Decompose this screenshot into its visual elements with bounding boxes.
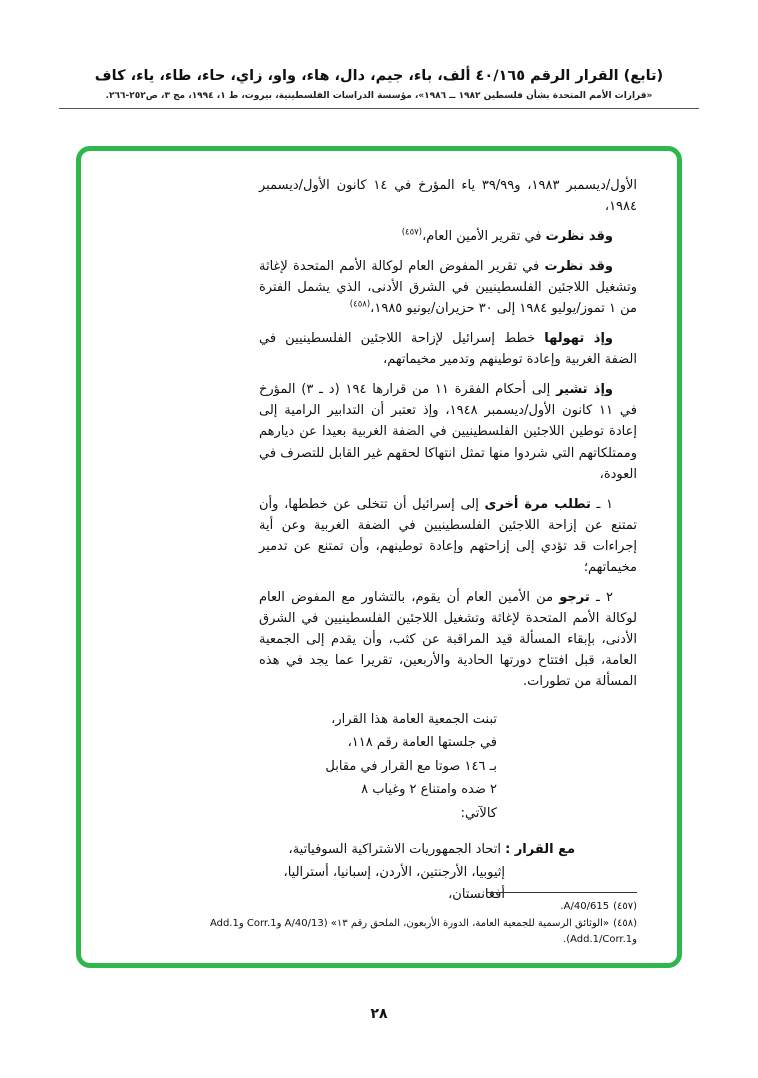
vote-line: في جلستها العامة رقم ١١٨،: [347, 735, 497, 751]
paragraph: وإذ تهولها خطط إسرائيل لإزاحة اللاجئين الفلسطينيين في الضفة الغربية وإعادة توطينهم وتدمير مخيماتهم،: [259, 331, 637, 368]
paragraph: وإذ تشير إلى أحكام الفقرة ١١ من قرارها ١٩٤ (د ـ ٣) المؤرخ في ١١ كانون الأول/ديسمبر ١٩٤٨، وإذ تعتبر أن التدابير الرامية إلى إعادة توطين اللاجئين الفلسطينيين في الضفة الغربية بعيدا عن ديارهم وممتلكاتهم التي شردوا منها تمثل انتهاكا لحقهم غير القابل للتصرف في العودة،: [259, 382, 637, 482]
highlight-frame: [76, 146, 682, 968]
vote-line: ٢ ضده وامتناع ٢ وغياب ٨: [361, 782, 497, 798]
footnote-rule: [487, 892, 637, 893]
paragraph-operative-1: ١ ـ تطلب مرة أخرى إلى إسرائيل أن تتخلى عن خططها، وأن تمتنع عن إزاحة اللاجئين الفلسطينيين في الضفة الغربية وعن أية إجراءات قد تؤدي إلى إزاحتهم وإعادة توطينهم، وأن تمتنع عن تدمير مخيماتهم؛: [259, 496, 637, 575]
source-citation: «قرارات الأمم المتحدة بشأن فلسطين ١٩٨٢ ــ ١٩٨٦»، مؤسسة الدراسات الفلسطينية، بيروت، ط ١، ١٩٩٤، مج ٣، ص٢٥٢-٢٦٦.: [105, 91, 653, 101]
page-header: [0, 68, 758, 109]
footnote-marker: (٤٥٨): [613, 918, 637, 929]
body-text-column: [141, 175, 637, 907]
vote-line: تبنت الجمعية العامة هذا القرار،: [331, 712, 497, 728]
paragraph: وقد نظرت في تقرير الأمين العام،$^{(٤٥٧)}$: [401, 227, 613, 245]
vote-in-favour-list: مع القرار : اتحاد الجمهوريات الاشتراكية السوفياتية، إثيوبيا، الأرجنتين، الأردن، إسبانيا، أستراليا، أفغانستان،: [283, 841, 575, 903]
vote-line: كالآتي:: [460, 805, 497, 821]
paragraph-operative-2: ٢ ـ ترجو من الأمين العام أن يقوم، بالتشاور مع المفوض العام لوكالة الأمم المتحدة لإغاثة وتشغيل اللاجئين الفلسطينيين في الشرق الأدنى، بإبقاء المسألة قيد المراقبة عن كثب، وأن يقدم إلى الجمعية العامة، قبل افتتاح دورتها الحادية والأربعين، تقريرا عما يجد في هذه المسألة من تطورات.: [259, 589, 637, 689]
footnote-ref: (٤٥٧): [401, 227, 423, 238]
vote-line: بـ ١٤٦ صوتا مع القرار في مقابل: [325, 758, 497, 774]
paragraph: وقد نظرت في تقرير المفوض العام لوكالة الأمم المتحدة لإغاثة وتشغيل اللاجئين الفلسطينيين في الشرق الأدنى، الذي يشمل الفترة من ١ تموز/يوليو ١٩٨٤ إلى ٣٠ حزيران/يونيو ١٩٨٥،$^{(٤٥٨)}$: [259, 259, 637, 317]
vote-in-favour-label: مع القرار :: [505, 841, 575, 857]
footnote-text: «الوثائق الرسمية للجمعية العامة، الدورة الأربعون، الملحق رقم ١٣» (A/40/13 وCorr.1 وAdd.1 وAdd.1/Corr.1).: [209, 918, 637, 945]
vote-result-block: [259, 708, 497, 825]
resolution-title: (تابع) القرار الرقم ٤٠/١٦٥ ألف، باء، جيم، دال، هاء، واو، زاي، حاء، طاء، ياء، كاف: [94, 68, 664, 84]
footnote-458: [207, 916, 637, 947]
footnote-457: [207, 899, 637, 915]
page-number: ٢٨: [370, 1006, 388, 1022]
header-rule: [59, 108, 699, 109]
footnote-marker: (٤٥٧): [613, 900, 637, 912]
footnote-text: A/40/615.: [560, 900, 610, 912]
footnotes-section: [207, 892, 637, 950]
resolution-body: [81, 151, 677, 963]
paragraph: الأول/ديسمبر ١٩٨٣، و٣٩/٩٩ ياء المؤرخ في ١٤ كانون الأول/ديسمبر ١٩٨٤،: [259, 178, 637, 215]
footnote-ref: (٤٥٨): [349, 299, 371, 310]
